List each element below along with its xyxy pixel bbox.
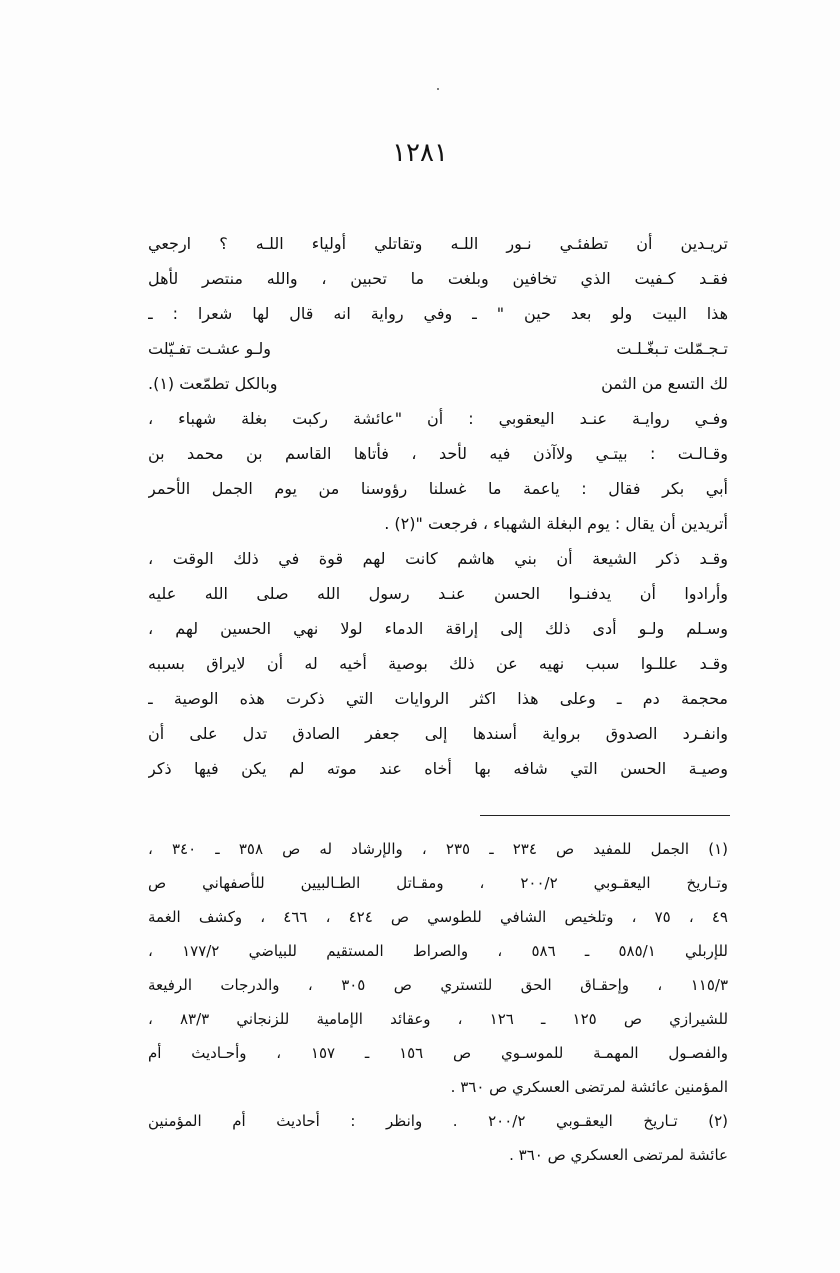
footnote-line: للإربلي ٥٨٥/١ ـ ٥٨٦ ، والصراط المستقيم للبياضي ١٧٧/٢ ، <box>148 942 728 960</box>
footnote-line: وتـاريخ اليعقـوبي ٢٠٠/٢ ، ومقـاتل الطـالبيين للأصفهاني ص <box>148 874 728 892</box>
poem-verse <box>148 366 728 401</box>
text-line: وقـالـت : بيتـي ولاآذن فيه لأحد ، فأتاها القاسم بن محمد بن <box>148 444 728 463</box>
main-text <box>148 226 728 786</box>
text-line: أبي بكر فقال : ياعمة ما غسلنا رؤوسنا من يوم الجمل الأحمر <box>148 479 728 498</box>
footnote-line: ١١٥/٣ ، وإحقـاق الحق للتستري ص ٣٠٥ ، والدرجات الرفيعة <box>148 976 728 994</box>
text-line: هذا البيت ولو بعد حين " ـ وفي رواية انه قال لها شعرا : ـ <box>148 304 728 323</box>
text-line: أتريدين أن يقال : يوم البغلة الشهباء ، فرجعت "(٢) . <box>384 514 728 533</box>
scan-speck <box>437 88 439 90</box>
text-line: تريـدين أن تطفئـي نـور اللـه وتقاتلي أولياء اللـه ؟ ارجعي <box>148 234 728 253</box>
footnote-line: (١) الجمل للمفيد ص ٢٣٤ ـ ٢٣٥ ، والإرشاد له ص ٣٥٨ ـ ٣٤٠ ، <box>148 840 728 858</box>
verse-first-hemistich: لك التسع من الثمن <box>601 374 728 393</box>
footnote-line: ٤٩ ، ٧٥ ، وتلخيص الشافي للطوسي ص ٤٢٤ ، ٤٦٦ ، وكشف الغمة <box>148 908 728 926</box>
page-number: ١٢٨١ <box>392 138 448 168</box>
footnote-line: (٢) تـاريخ اليعقـوبي ٢٠٠/٢ . وانظر : أحاديث أم المؤمنين <box>148 1112 728 1130</box>
text-line: وانفـرد الصدوق برواية أسندها إلى جعفر الصادق تدل على أن <box>148 724 728 743</box>
text-line: وقـد ذكر الشيعة أن بني هاشم كانت لهم قوة في ذلك الوقت ، <box>148 549 728 568</box>
text-line: وسـلم ولـو أدى ذلك إلى إراقة الدماء لولا نهي الحسين لهم ، <box>148 619 728 638</box>
footnote-line: عائشة لمرتضى العسكري ص ٣٦٠ . <box>509 1146 728 1164</box>
footnote-line: للشيرازي ص ١٢٥ ـ ١٢٦ ، وعقائد الإمامية للزنجاني ٨٣/٣ ، <box>148 1010 728 1028</box>
footnote-line: والفصـول المهمـة للموسـوي ص ١٥٦ ـ ١٥٧ ، وأحـاديث أم <box>148 1044 728 1062</box>
verse-second-hemistich: ولـو عشـت تفـيّلت <box>148 339 272 358</box>
footnote-line: المؤمنين عائشة لمرتضى العسكري ص ٣٦٠ . <box>450 1078 728 1096</box>
text-line: وصيـة الحسن التي شافه بها أخاه عند موته لم يكن فيها ذكر <box>148 759 728 778</box>
text-line: وفـي روايـة عنـد اليعقوبي : أن "عائشة ركبت بغلة شهباء ، <box>148 409 728 428</box>
footnote-divider <box>480 815 730 816</box>
text-line: وقـد عللـوا سبب نهيه عن ذلك بوصية أخيه له أن لايراق بسببه <box>148 654 728 673</box>
verse-first-hemistich: تـجـمّلت تـبغّـلـت <box>616 339 728 358</box>
text-line: وأرادوا أن يدفنـوا الحسن عنـد رسول الله صلى الله عليه <box>148 584 728 603</box>
poem-verse <box>148 331 728 366</box>
verse-second-hemistich: وبالكل تطمّعت (١). <box>148 374 278 393</box>
text-line: محجمة دم ـ وعلى هذا اكثر الروايات التي ذكرت هذه الوصية ـ <box>148 689 728 708</box>
footnotes <box>148 832 728 1172</box>
text-line: فقـد كـفيت الذي تخافين وبلغت ما تحبين ، والله منتصر لأهل <box>148 269 728 288</box>
